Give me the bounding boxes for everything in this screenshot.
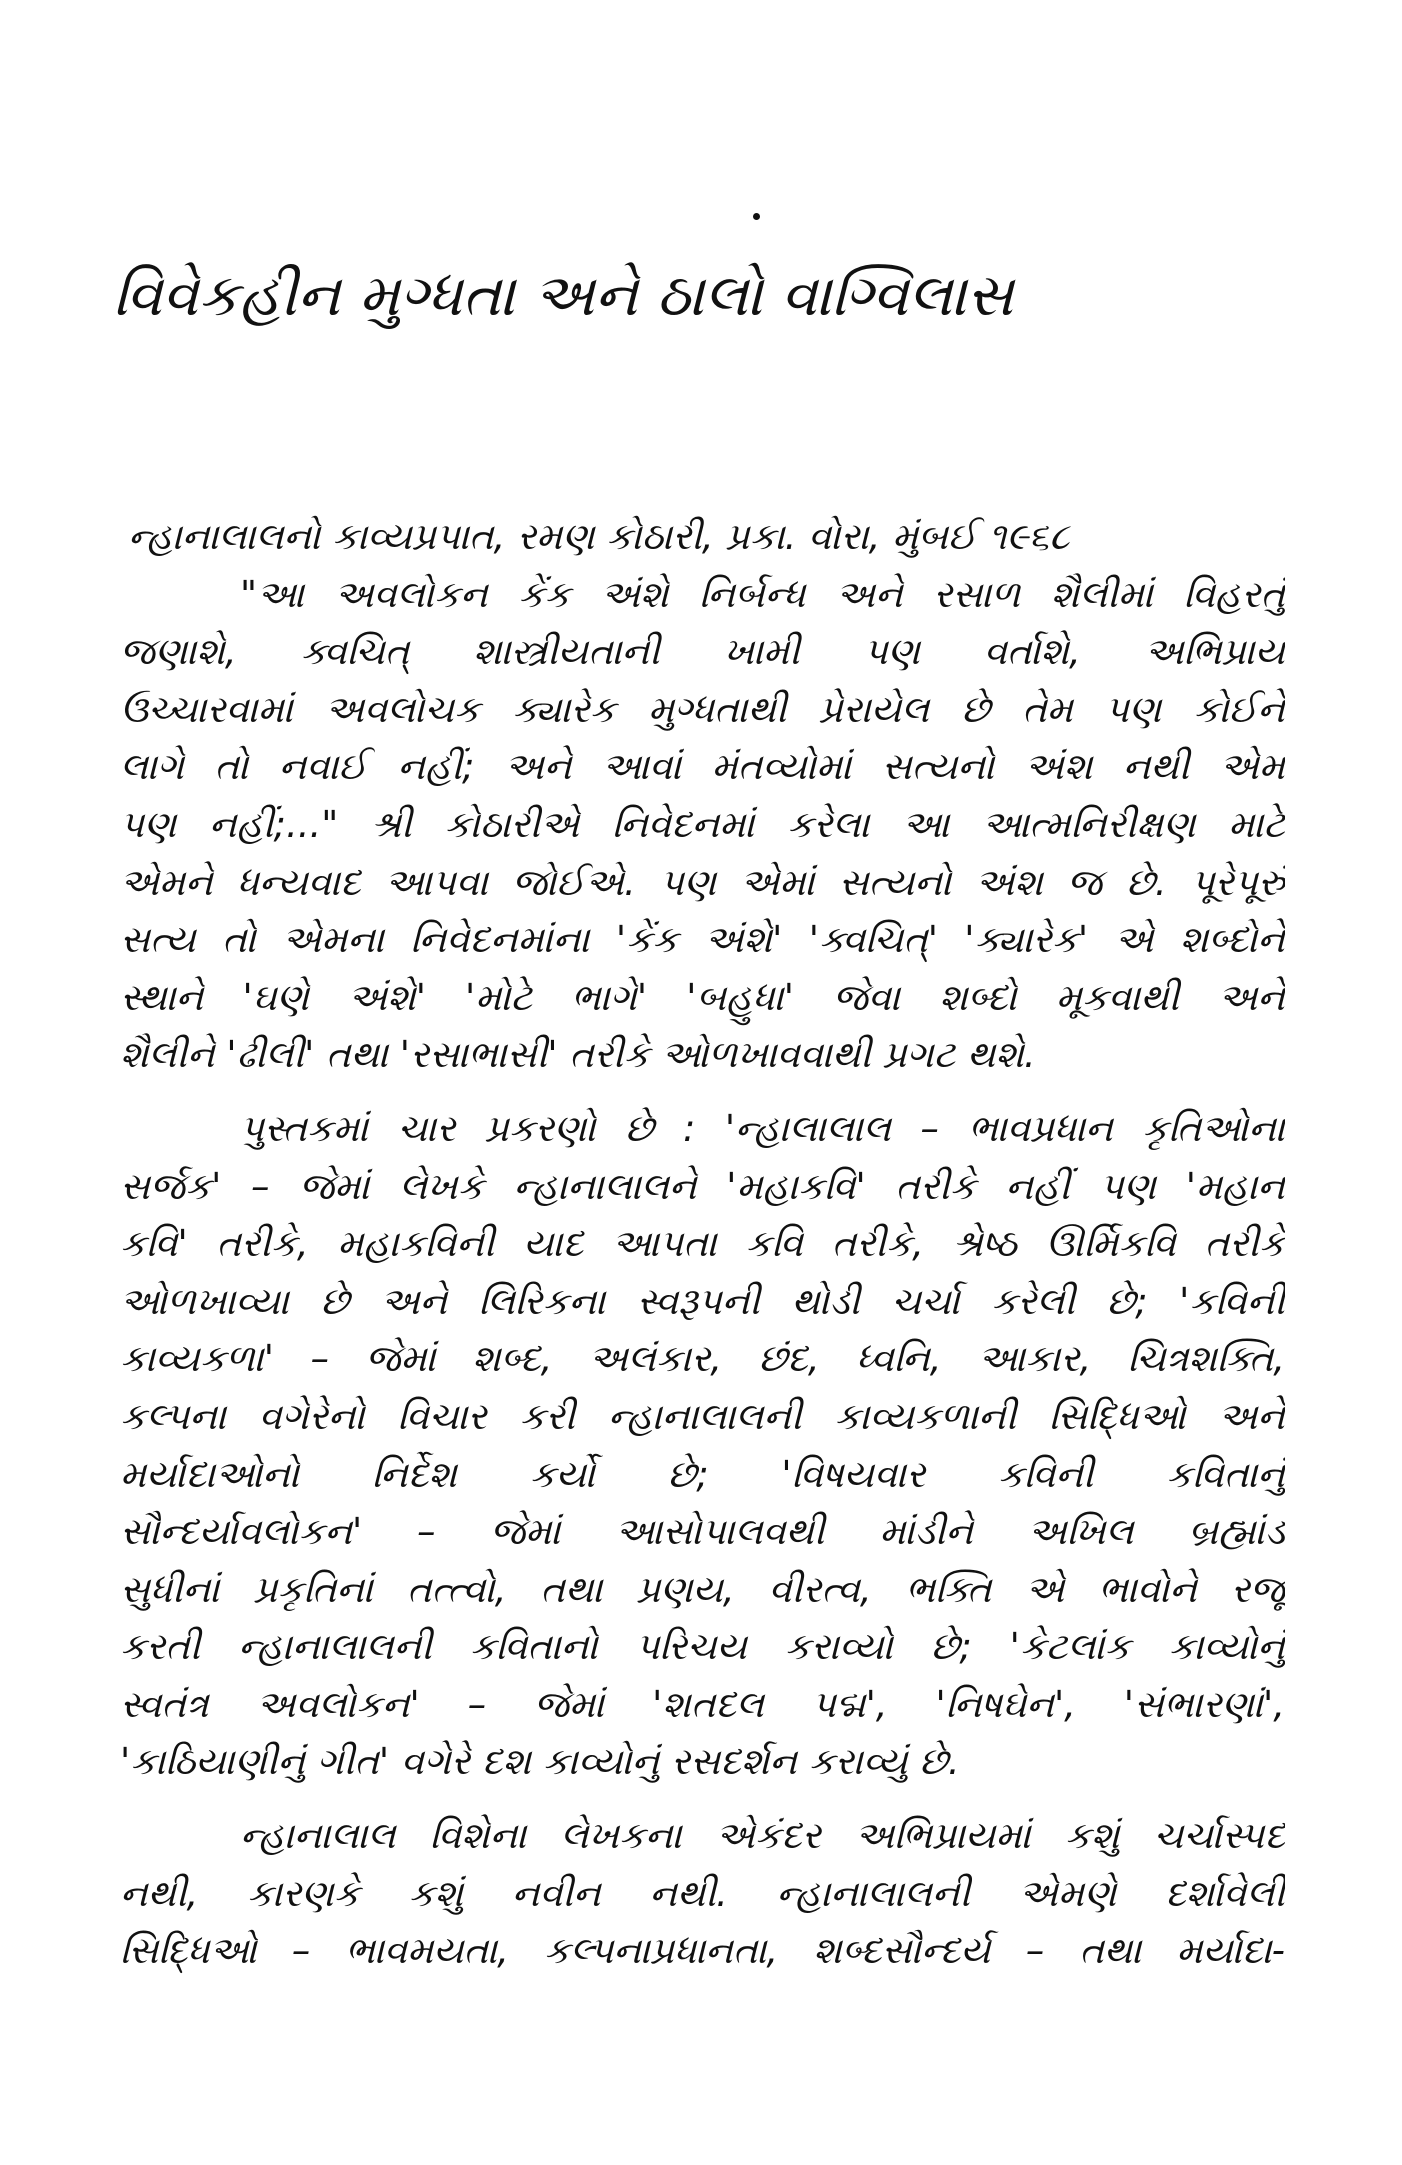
text-line: સત્ય તો એમના નિવેદનમાંના 'કેંક અંશે' 'ક્વચિત્' 'ક્યારેક' એ શબ્દોને [120,918,1285,962]
text-line: ન્હાનાલાલનો કાવ્યપ્રપાત, રમણ કોઠારી, પ્રકા. વોરા, મુંબઈ ૧૯૬૮ [128,515,1070,558]
text-line: જણાશે, ક્વચિત્ શાસ્ત્રીયતાની ખામી પણ વર્તાશે, અભિપ્રાય [120,630,1285,674]
text-line: મર્યાદાઓનો નિર્દેશ કર્યો છે; 'વિષયવાર કવિની કવિતાનું [120,1452,1285,1496]
text-line: નથી, કારણકે કશું નવીન નથી. ન્હાનાલાલની એમણે દર્શાવેલી [120,1871,1285,1915]
text-line: કરતી ન્હાનાલાલની કવિતાનો પરિચય કરાવ્યો છે; 'કેટલાંક કાવ્યોનું [120,1625,1285,1669]
text-line: ઉચ્ચારવામાં અવલોચક ક્યારેક મુગ્ધતાથી પ્રેરાયેલ છે તેમ પણ કોઈને [120,687,1285,731]
text-line: સુધીનાં પ્રકૃતિનાં તત્ત્વો, તથા પ્રણય, વીરત્વ, ભક્તિ એ ભાવોને રજૂ [120,1567,1285,1611]
text-line: સર્જક' – જેમાં લેખકે ન્હાનાલાલને 'મહાકવિ' તરીકે નહીં પણ 'મહાન [120,1164,1285,1208]
text-line: પુસ્તકમાં ચાર પ્રકરણો છે : 'ન્હાલાલાલ – ભાવપ્રધાન કૃતિઓના [240,1106,1285,1150]
text-line: કાવ્યકળા' – જેમાં શબ્દ, અલંકાર, છંદ, ધ્વનિ, આકાર, ચિત્રશક્તિ, [120,1337,1285,1381]
text-line: સિદ્ધિઓ – ભાવમયતા, કલ્પનાપ્રધાનતા, શબ્દસૌન્દર્ય – તથા મર્યાદા- [120,1929,1285,1973]
text-line: સ્થાને 'ઘણે અંશે' 'મોટે ભાગે' 'બહુધા' જેવા શબ્દો મૂકવાથી અને [120,975,1285,1019]
text-line: કવિ' તરીકે, મહાકવિની યાદ આપતા કવિ તરીકે, શ્રેષ્ઠ ઊર્મિકવિ તરીકે [120,1222,1285,1266]
text-line: પણ નહીં;..." શ્રી કોઠારીએ નિવેદનમાં કરેલા આ આત્મનિરીક્ષણ માટે [120,802,1285,846]
paragraph-gap [120,1084,1285,1100]
text-line: 'કાઠિયાણીનું ગીત' વગેરે દશ કાવ્યોનું રસદર્શન કરાવ્યું છે. [120,1740,960,1784]
text-line: કલ્પના વગેરેનો વિચાર કરી ન્હાનાલાલની કાવ્યકળાની સિદ્ધિઓ અને [120,1394,1285,1438]
body-text [120,508,1285,1980]
text-line: સૌન્દર્યાવલોકન' – જેમાં આસોપાલવથી માંડીને અખિલ બ્રહ્માંડ [120,1510,1285,1554]
paragraph-gap [120,1791,1285,1807]
text-line: શૈલીને 'ઢીલી' તથા 'રસાભાસી' તરીકે ઓળખાવવાથી પ્રગટ થશે. [120,1033,1036,1077]
text-line: "આ અવલોકન કેંક અંશે નિર્બન્ધ અને રસાળ શૈલીમાં વિહરતું [240,572,1285,616]
text-line: સ્વતંત્ર અવલોકન' – જેમાં 'શતદલ પદ્મ', 'નિષઘેન', 'સંભારણાં', [120,1682,1285,1726]
text-line: ન્હાનાલાલ વિશેના લેખકના એકંદર અભિપ્રાયમાં કશું ચર્ચાસ્પદ [240,1814,1285,1858]
ink-dot [753,213,760,220]
text-line: ઓળખાવ્યા છે અને લિરિકના સ્વરૂપની થોડી ચર્ચા કરેલી છે; 'કવિની [120,1279,1285,1323]
text-line: એમને ધન્યવાદ આપવા જોઈએ. પણ એમાં સત્યનો અંશ જ છે. પૂરેપૂરું [120,860,1285,904]
text-line: લાગે તો નવાઈ નહીં; અને આવાં મંતવ્યોમાં સત્યનો અંશ નથી એમ [120,745,1285,789]
chapter-title: વિવેકહીન મુગ્ધતા અને ઠાલો વાગ્વિલાસ [113,261,1014,329]
